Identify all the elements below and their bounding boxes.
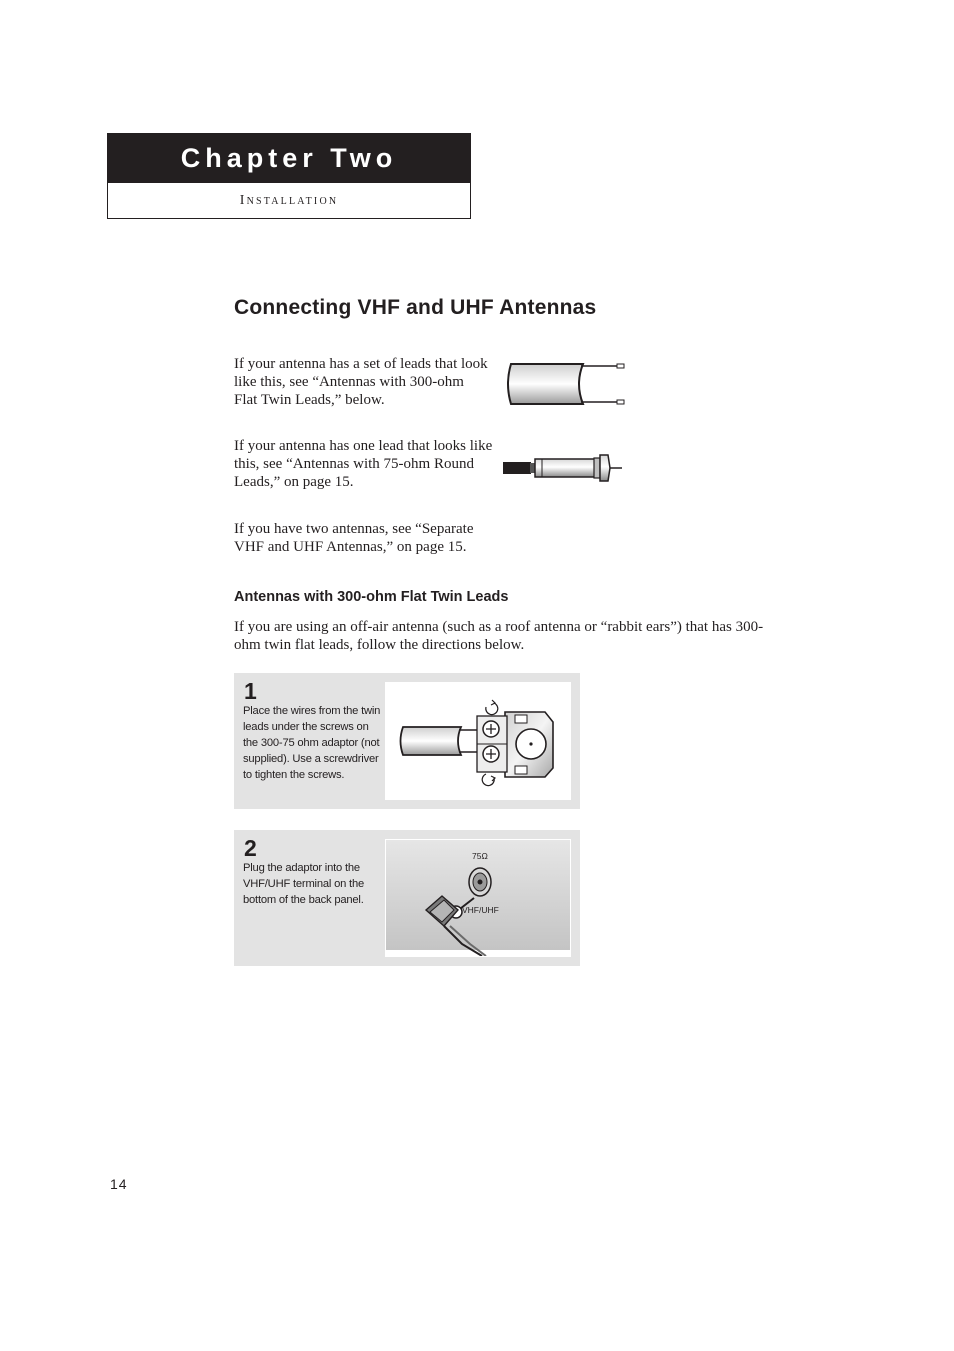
lead-text-separate: If you have two antennas, see “Separate VHF and UHF Antennas,” on page 15. — [234, 521, 474, 555]
chapter-subtitle: Installation — [239, 192, 339, 208]
ohm-label: 75Ω — [472, 851, 488, 861]
section-title: Connecting VHF and UHF Antennas — [234, 296, 597, 319]
vhf-uhf-terminal-icon — [385, 839, 571, 957]
adaptor-screw-icon — [385, 682, 571, 800]
step-1-number: 1 — [244, 678, 257, 704]
step-2-text: Plug the adaptor into the VHF/UHF terminal on the bottom of the back panel. — [243, 862, 364, 906]
subsection-title: Antennas with 300-ohm Flat Twin Leads — [234, 589, 509, 605]
subsection-intro: If you are using an off-air antenna (such as a roof antenna or “rabbit ears”) that has 300-ohm twin flat leads, follow the directions below. — [234, 619, 764, 653]
vhf-uhf-label: VHF/UHF — [462, 905, 499, 915]
round-lead-icon — [502, 453, 624, 483]
step-1-text: Place the wires from the twin leads under the screws on the 300-75 ohm adaptor (not supplied). Use a screwdriver to tighten the screws. — [243, 705, 381, 781]
flat-twin-lead-icon — [503, 361, 627, 407]
step-2-box — [234, 830, 580, 966]
chapter-header — [107, 133, 471, 219]
page-number: 14 — [110, 1176, 128, 1192]
step-2-number: 2 — [244, 835, 257, 861]
step-1-box — [234, 673, 580, 809]
chapter-title: Chapter Two — [108, 134, 470, 183]
lead-text-flat-twin: If your antenna has a set of leads that look like this, see “Antennas with 300-ohm Flat Twin Leads,” below. — [234, 356, 488, 408]
lead-text-round: If your antenna has one lead that looks like this, see “Antennas with 75-ohm Round Leads,” on page 15. — [234, 438, 493, 490]
